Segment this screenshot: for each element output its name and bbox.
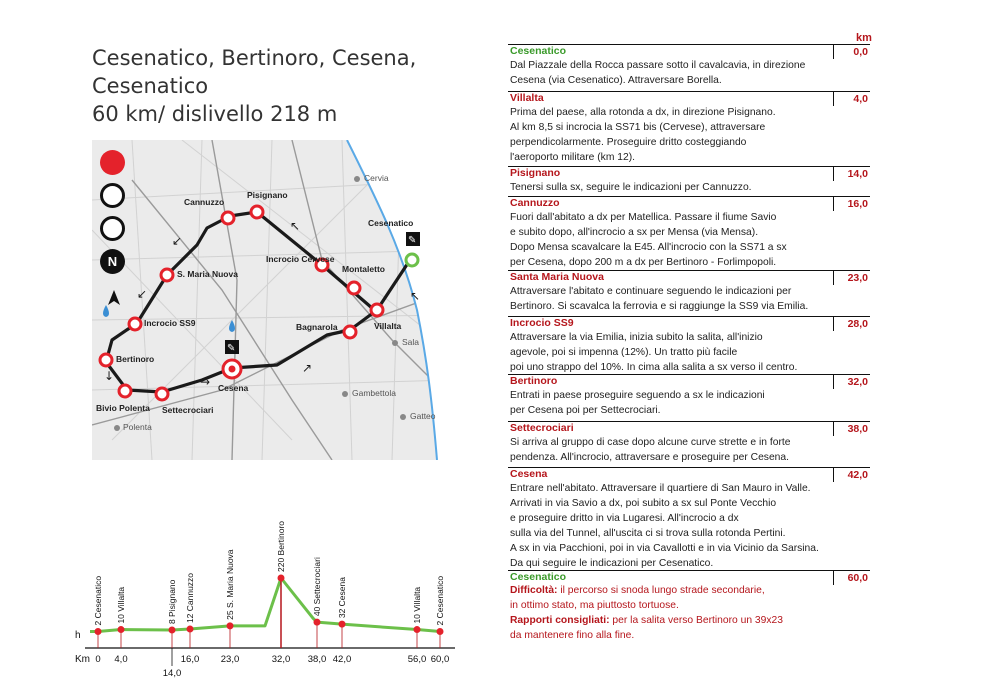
route-segment	[508, 467, 870, 571]
segment-name: Cesenatico	[510, 45, 567, 57]
title-line-3: 60 km/ dislivello 218 m	[92, 102, 338, 126]
difficulty-label: Difficoltà:	[510, 585, 558, 596]
profile-point-label: 32 Cesena	[337, 577, 347, 619]
segment-km: 38,0	[833, 422, 870, 436]
segment-header	[508, 570, 870, 584]
profile-point-label: 8 Pisignano	[167, 579, 177, 625]
profile-km-tick: 42,0	[332, 654, 352, 665]
label-bagnarola: Bagnarola	[296, 322, 338, 332]
segment-km: 23,0	[833, 271, 870, 285]
segment-name: Incrocio SS9	[510, 317, 574, 329]
profile-point-label: 220 Bertinoro	[276, 520, 286, 572]
segment-description: Attraversare la via Emilia, inizia subito la salita, all'inizio agevole, poi si impenna (12%). Un tratto più facile poi uno strappo del 10%. In cima alla salita a sx verso il centro.	[510, 332, 798, 373]
profile-point	[95, 628, 102, 635]
segment-description: Attraversare l'abitato e continuare seguendo le indicazioni per Bertinoro. Si scavalca la ferrovia e si raggiunge la SS9 via Emilia.	[510, 286, 809, 312]
difficulty-text: il percorso si snoda lungo strade secondarie, in ottimo stato, ma piuttosto tortuose.	[510, 585, 765, 611]
route-segment	[508, 91, 870, 165]
segment-description: Dal Piazzale della Rocca passare sotto il cavalcavia, in direzione Cesena (via Cesenatico). Attraversare Borella.	[510, 60, 806, 86]
profile-point-label: 25 S. Maria Nuova	[225, 549, 235, 620]
segment-header	[508, 166, 870, 180]
difficulty-note	[510, 583, 765, 613]
profile-point-label: 12 Cannuzzo	[185, 572, 195, 624]
marker-settecrociari	[156, 388, 168, 400]
segment-km: 4,0	[833, 92, 870, 106]
route-segment	[508, 44, 870, 88]
water-drop-icon	[103, 305, 109, 317]
segment-km: 60,0	[833, 571, 870, 585]
label-montaletto: Montaletto	[342, 264, 385, 274]
profile-km-tick: 23,0	[220, 654, 240, 665]
segment-name: Bertinoro	[510, 375, 558, 387]
marker-cannuzzo	[222, 212, 234, 224]
town-gatteo: Gatteo	[410, 411, 436, 421]
segment-km: 28,0	[833, 317, 870, 331]
segment-header	[508, 467, 870, 481]
profile-km-tick: 4,0	[114, 654, 128, 665]
segment-header	[508, 270, 870, 284]
route-segment	[508, 196, 870, 270]
profile-km-tick: 32,0	[271, 654, 291, 665]
legend-white-dot	[100, 183, 125, 208]
profile-point	[414, 626, 421, 633]
profile-point-label: 2 Cesenatico	[93, 575, 103, 626]
svg-text:✎: ✎	[408, 235, 417, 246]
segment-km: 42,0	[833, 468, 870, 482]
label-bertinoro: Bertinoro	[116, 354, 155, 364]
profile-km-tick: 56,0	[407, 654, 427, 665]
segment-description: Entrare nell'abitato. Attraversare il quartiere di San Mauro in Valle. Arrivati in via Savio a dx, poi subito a sx sul Ponte Vecchio e proseguire dritto in via Lugaresi. All'incrocio a dx sulla via del Tunnel, all'uscita ci si trova sulla rotonda Pertini. A sx in via Pacchioni, poi in via Cavallotti e in via Vicinio da Sarsina. Da qui seguire le indicazioni per Cesenatico.	[510, 483, 819, 569]
segment-description: Entrati in paese proseguire seguendo a sx le indicazioni per Cesena poi per Settecrociari.	[510, 390, 765, 416]
label-cesenatico: Cesenatico	[368, 218, 414, 228]
label-incrocio-ss9: Incrocio SS9	[144, 318, 196, 328]
segment-description: Si arriva al gruppo di case dopo alcune curve strette e in forte pendenza. All'incrocio, attraversare e proseguire per Cesena.	[510, 437, 791, 463]
profile-km-tick: 0	[95, 654, 101, 665]
label-incrocio-cervese: Incrocio Cervese	[266, 254, 335, 264]
town-dot	[400, 414, 406, 420]
marker-cesenatico	[406, 254, 418, 266]
profile-h-label: h	[75, 630, 81, 641]
route-segment	[508, 316, 870, 375]
svg-text:↓: ↓	[104, 369, 115, 383]
gears-note	[510, 613, 783, 643]
elevation-profile	[75, 498, 465, 688]
profile-point	[339, 621, 346, 628]
svg-text:↖: ↖	[410, 289, 421, 303]
legend-red-dot	[100, 150, 125, 175]
segment-description: Prima del paese, alla rotonda a dx, in direzione Pisignano. Al km 8,5 si incrocia la SS71 bis (Cervese), attraversare perpendicolarmente. Proseguire dritto costeggiando l'aeroporto militare (km 12).	[510, 107, 776, 163]
segment-km: 14,0	[833, 167, 870, 181]
route-segment	[508, 570, 870, 584]
title-line-1: Cesenatico, Bertinoro, Cesena,	[92, 46, 417, 70]
profile-km-tick: 16,0	[180, 654, 200, 665]
label-cesena: Cesena	[218, 383, 249, 393]
segment-description: Fuori dall'abitato a dx per Matellica. Passare il fiume Savio e subito dopo, all'incrocio a sx per Mensa (via Mensa). Dopo Mensa scavalcare la E45. All'incrocio con la SS71 a sx per Cesena, dopo 200 m a dx per Bertinoro - Forlimpopoli.	[510, 212, 787, 268]
gears-label: Rapporti consigliati:	[510, 615, 610, 626]
profile-point	[437, 628, 444, 635]
segment-name: Cannuzzo	[510, 197, 560, 209]
profile-point-label: 10 Villalta	[412, 586, 422, 624]
segment-name: Pisignano	[510, 167, 561, 179]
gears-text: per la salita verso Bertinoro un 39x23 da mantenere fino alla fine.	[510, 615, 783, 641]
label-villalta: Villalta	[374, 321, 402, 331]
town-dot	[114, 425, 120, 431]
segment-header	[508, 44, 870, 58]
profile-km-tick: 38,0	[307, 654, 327, 665]
repair-icons	[225, 232, 420, 354]
north-arrow-icon	[108, 290, 120, 305]
town-sala: Sala	[402, 337, 420, 347]
segment-km: 0,0	[833, 45, 870, 59]
marker-pisignano	[251, 206, 263, 218]
segment-header	[508, 91, 870, 105]
town-dot	[342, 391, 348, 397]
segment-name: Cesenatico	[510, 571, 567, 583]
marker-incrocio-ss9	[129, 318, 141, 330]
svg-text:↖: ↖	[290, 219, 301, 233]
svg-text:↗: ↗	[302, 361, 313, 375]
label-settecrociari: Settecrociari	[162, 405, 214, 415]
page-title	[92, 44, 416, 128]
north-compass-icon: N	[100, 249, 125, 274]
segment-name: Settecrociari	[510, 422, 574, 434]
segment-name: Villalta	[510, 92, 544, 104]
profile-point	[278, 575, 285, 582]
segment-header	[508, 421, 870, 435]
town-dot	[392, 340, 398, 346]
profile-point-label: 2 Cesenatico	[435, 575, 445, 626]
route-segment	[508, 421, 870, 465]
town-gambettola: Gambettola	[352, 388, 396, 398]
profile-point-label: 40 Settecrociari	[312, 557, 322, 617]
profile-km-tick: 60,0	[430, 654, 450, 665]
profile-point	[169, 627, 176, 634]
marker-s-maria-nuova	[161, 269, 173, 281]
svg-text:↙: ↙	[172, 234, 183, 248]
segment-name: Cesena	[510, 468, 548, 480]
marker-montaletto	[348, 282, 360, 294]
route-segment	[508, 270, 870, 314]
route-map	[92, 140, 452, 460]
segment-km: 16,0	[833, 197, 870, 211]
segment-name: Santa Maria Nuova	[510, 271, 604, 283]
profile-km-label: Km	[75, 654, 90, 665]
label-s-maria-nuova: S. Maria Nuova	[177, 269, 238, 279]
segment-description: Tenersi sulla sx, seguire le indicazioni per Cannuzzo.	[510, 182, 752, 193]
svg-text:↙: ↙	[137, 287, 148, 301]
legend-white-dot	[100, 216, 125, 241]
svg-text:✎: ✎	[227, 343, 236, 354]
profile-point	[118, 626, 125, 633]
route-segment	[508, 166, 870, 195]
marker-bertinoro	[100, 354, 112, 366]
svg-text:→: →	[200, 375, 211, 389]
town-cervia: Cervia	[364, 173, 389, 183]
profile-point	[227, 622, 234, 629]
town-dot	[354, 176, 360, 182]
marker-bagnarola	[344, 326, 356, 338]
segment-km: 32,0	[833, 375, 870, 389]
profile-point-label: 10 Villalta	[116, 586, 126, 624]
profile-km-tick: 14,0	[162, 668, 182, 679]
label-bivio-polenta: Bivio Polenta	[96, 403, 150, 413]
town-polenta: Polenta	[123, 422, 152, 432]
segment-header	[508, 316, 870, 330]
profile-point	[314, 619, 321, 626]
segment-header	[508, 196, 870, 210]
marker-villalta	[371, 304, 383, 316]
route-segment	[508, 374, 870, 418]
segment-header	[508, 374, 870, 388]
route-line	[106, 212, 410, 392]
marker-bivio-polenta	[119, 385, 131, 397]
label-pisignano: Pisignano	[247, 190, 288, 200]
km-column-header: km	[856, 32, 872, 44]
profile-point	[187, 626, 194, 633]
label-cannuzzo: Cannuzzo	[184, 197, 225, 207]
title-line-2: Cesenatico	[92, 74, 209, 98]
